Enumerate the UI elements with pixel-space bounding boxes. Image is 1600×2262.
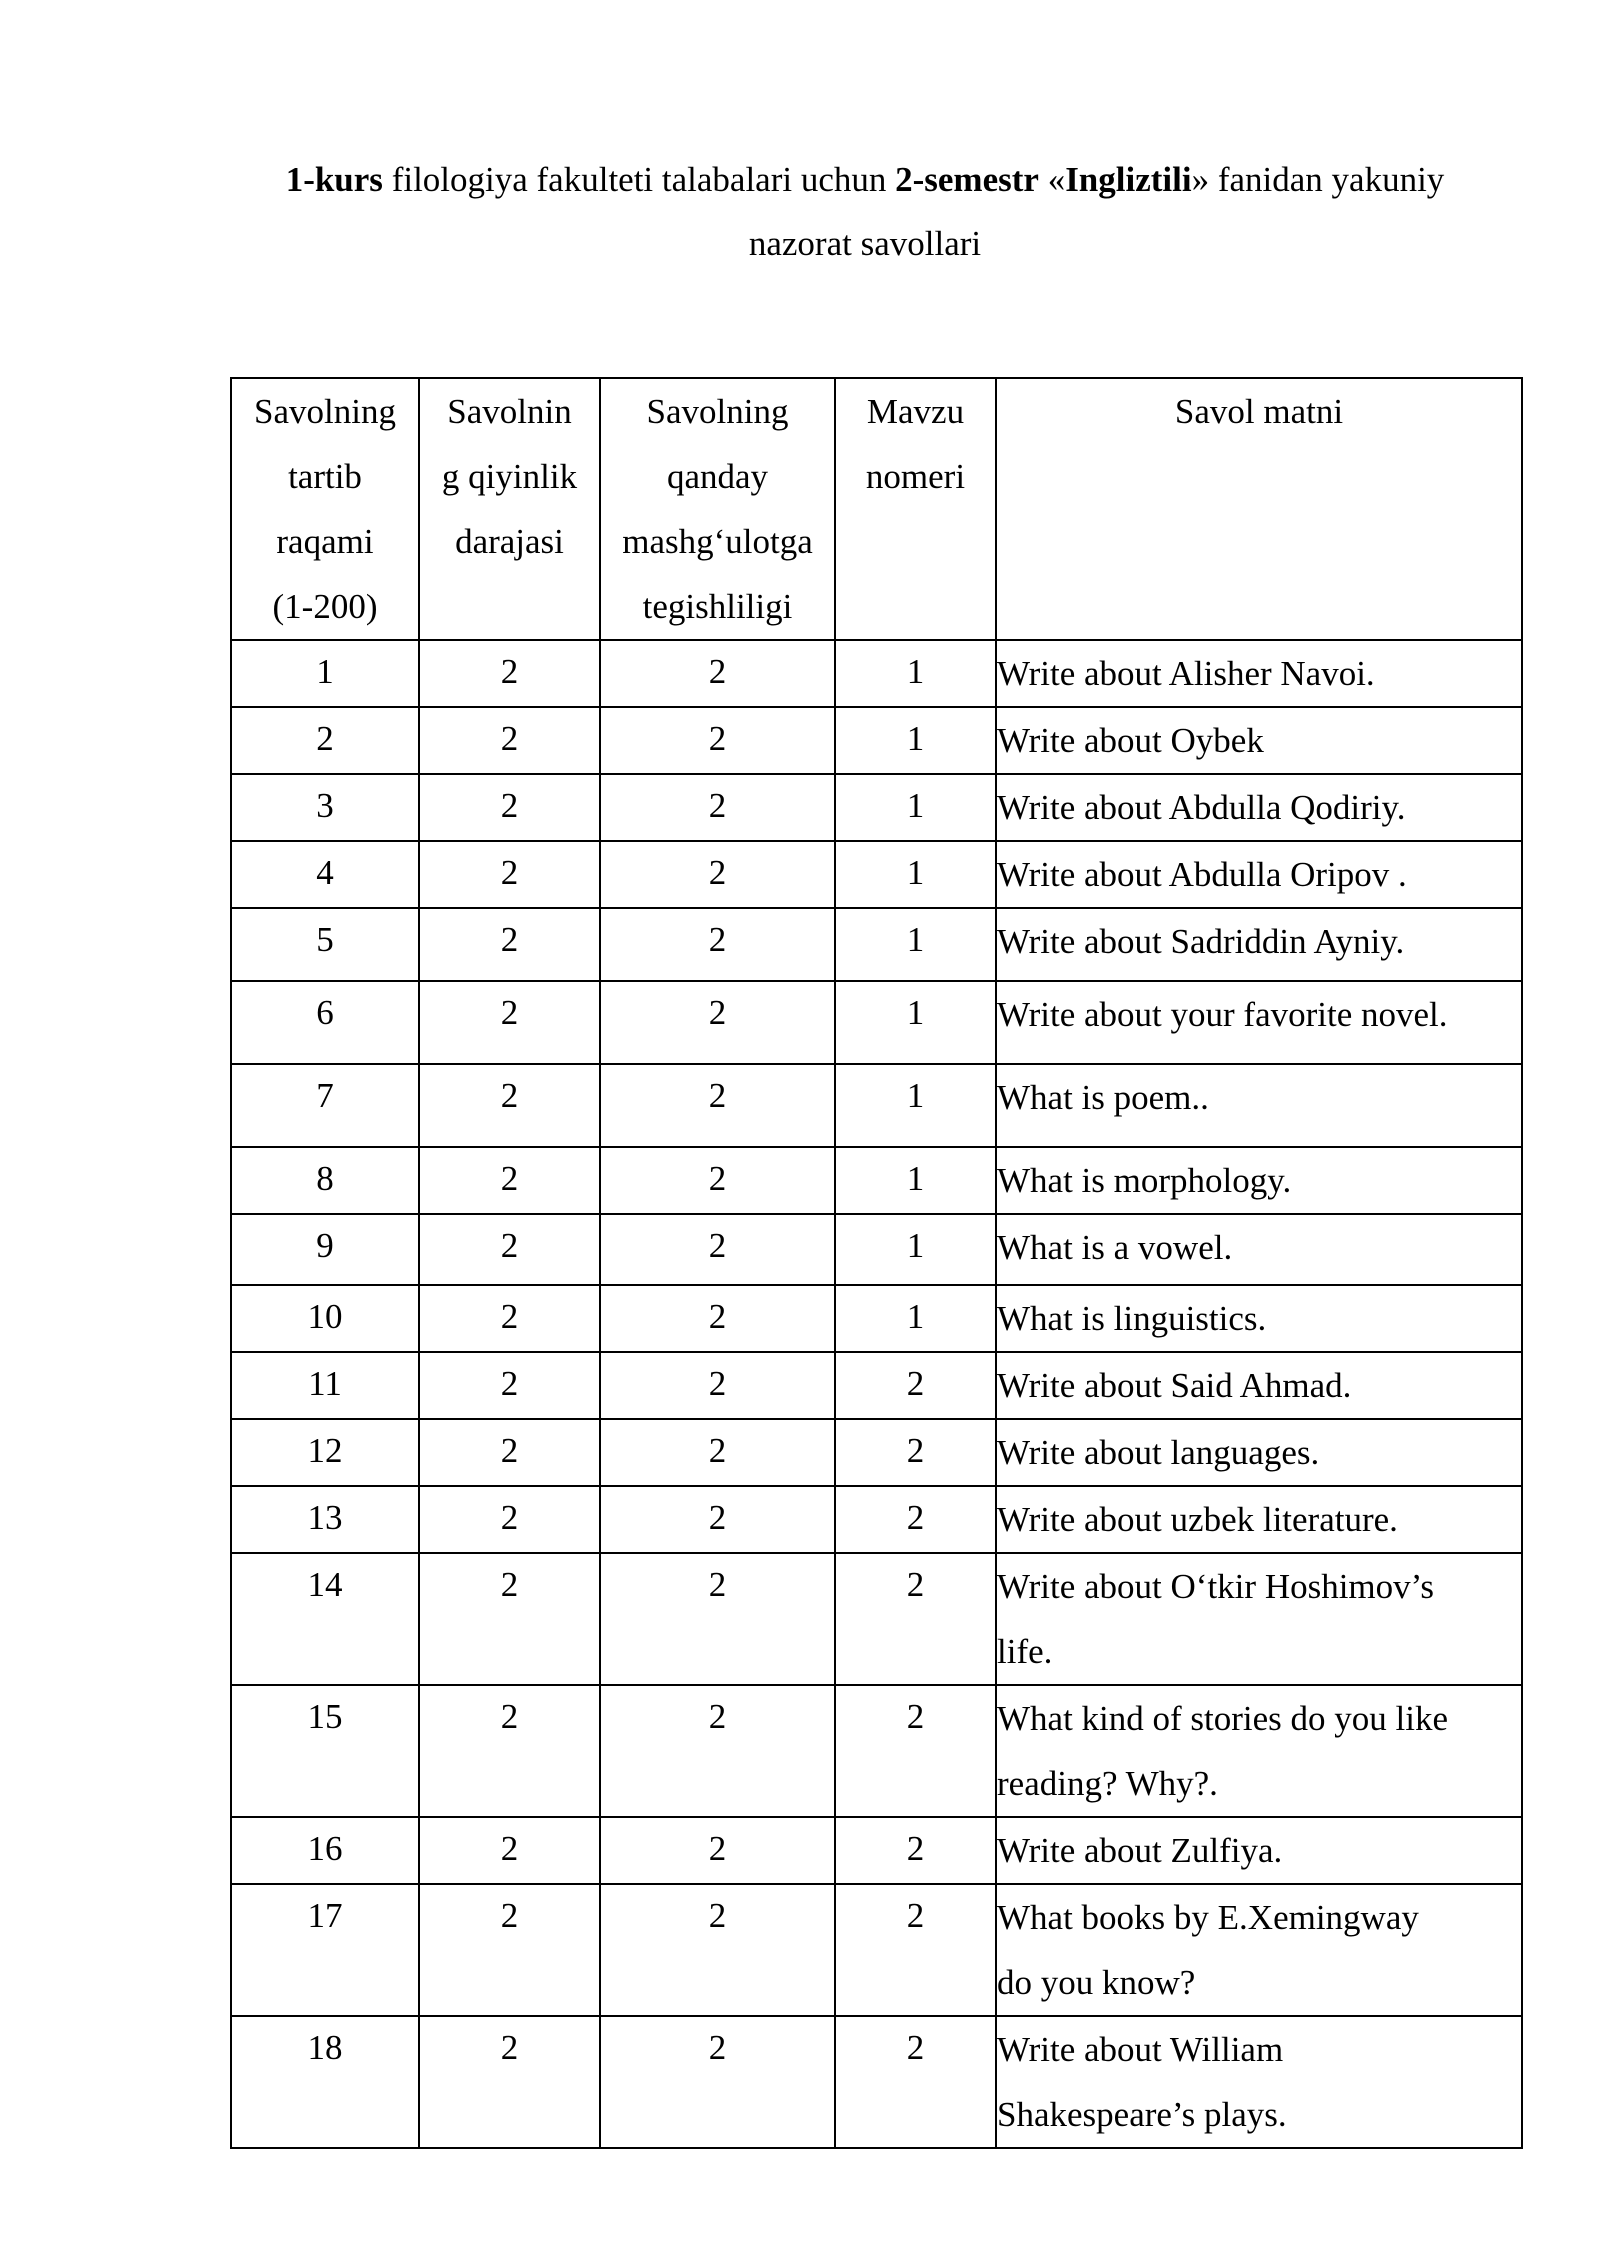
header-question-number xyxy=(231,378,419,640)
cell-question-text xyxy=(996,1419,1522,1486)
cell-session-type: 2 xyxy=(600,1285,835,1352)
title-course: 1-kurs xyxy=(285,160,383,199)
cell-question-number: 9 xyxy=(231,1214,419,1285)
title-semester: 2-semestr xyxy=(895,160,1039,199)
cell-question-text xyxy=(996,2016,1522,2148)
table-row xyxy=(231,1419,1522,1486)
cell-topic-number: 1 xyxy=(835,1214,996,1285)
cell-question-text xyxy=(996,1685,1522,1817)
cell-difficulty: 2 xyxy=(419,1147,600,1214)
cell-difficulty: 2 xyxy=(419,1685,600,1817)
cell-topic-number: 2 xyxy=(835,2016,996,2148)
cell-session-type: 2 xyxy=(600,1064,835,1147)
cell-question-number: 1 xyxy=(231,640,419,707)
question-text-line: What books by E.Xemingway xyxy=(997,1898,1419,1937)
table-row xyxy=(231,1064,1522,1147)
title-rest: » fanidan yakuniy xyxy=(1191,160,1445,199)
question-text-line: Write about your favorite novel. xyxy=(997,995,1448,1034)
cell-question-number: 15 xyxy=(231,1685,419,1817)
cell-question-text xyxy=(996,774,1522,841)
table-row xyxy=(231,1553,1522,1685)
title-line-2: nazorat savollari xyxy=(748,224,982,263)
cell-question-number: 4 xyxy=(231,841,419,908)
cell-session-type: 2 xyxy=(600,1817,835,1884)
cell-question-text xyxy=(996,640,1522,707)
table-row xyxy=(231,707,1522,774)
header-text: Savolnin xyxy=(447,392,572,431)
cell-question-number: 16 xyxy=(231,1817,419,1884)
cell-difficulty: 2 xyxy=(419,640,600,707)
header-text: raqami xyxy=(276,522,374,561)
cell-question-number: 10 xyxy=(231,1285,419,1352)
cell-topic-number: 1 xyxy=(835,841,996,908)
cell-session-type: 2 xyxy=(600,841,835,908)
header-topic-number xyxy=(835,378,996,640)
table-row xyxy=(231,1147,1522,1214)
cell-difficulty: 2 xyxy=(419,774,600,841)
cell-topic-number: 1 xyxy=(835,774,996,841)
cell-difficulty: 2 xyxy=(419,1486,600,1553)
cell-session-type: 2 xyxy=(600,2016,835,2148)
cell-topic-number: 2 xyxy=(835,1553,996,1685)
cell-session-type: 2 xyxy=(600,1147,835,1214)
question-text-line: What is morphology. xyxy=(997,1161,1292,1200)
table-row xyxy=(231,1214,1522,1285)
question-text-line: Write about Oybek xyxy=(997,721,1264,760)
cell-session-type: 2 xyxy=(600,640,835,707)
cell-question-number: 12 xyxy=(231,1419,419,1486)
cell-question-text xyxy=(996,1214,1522,1285)
cell-difficulty: 2 xyxy=(419,707,600,774)
question-text-line: do you know? xyxy=(997,1963,1196,2002)
cell-topic-number: 2 xyxy=(835,1884,996,2016)
header-text: darajasi xyxy=(455,522,564,561)
cell-question-text xyxy=(996,1553,1522,1685)
cell-session-type: 2 xyxy=(600,1685,835,1817)
cell-difficulty: 2 xyxy=(419,1285,600,1352)
title-subject: Ingliztili xyxy=(1065,160,1192,199)
cell-difficulty: 2 xyxy=(419,1352,600,1419)
cell-topic-number: 1 xyxy=(835,1285,996,1352)
cell-session-type: 2 xyxy=(600,1884,835,2016)
table-row xyxy=(231,1685,1522,1817)
cell-difficulty: 2 xyxy=(419,841,600,908)
cell-question-number: 7 xyxy=(231,1064,419,1147)
table-row xyxy=(231,1486,1522,1553)
question-text-line: reading? Why?. xyxy=(997,1764,1218,1803)
header-difficulty xyxy=(419,378,600,640)
header-text: qanday xyxy=(666,457,769,496)
cell-topic-number: 1 xyxy=(835,981,996,1064)
cell-question-number: 17 xyxy=(231,1884,419,2016)
cell-difficulty: 2 xyxy=(419,908,600,981)
title-faculty: filologiya fakulteti talabalari uchun xyxy=(382,160,896,199)
cell-difficulty: 2 xyxy=(419,1214,600,1285)
table-row xyxy=(231,1884,1522,2016)
cell-question-number: 11 xyxy=(231,1352,419,1419)
cell-question-text xyxy=(996,707,1522,774)
table-row xyxy=(231,1352,1522,1419)
question-text-line: Write about Zulfiya. xyxy=(997,1831,1283,1870)
cell-question-number: 13 xyxy=(231,1486,419,1553)
cell-question-number: 18 xyxy=(231,2016,419,2148)
cell-question-text xyxy=(996,1817,1522,1884)
cell-question-text xyxy=(996,981,1522,1064)
cell-topic-number: 1 xyxy=(835,1147,996,1214)
table-row xyxy=(231,981,1522,1064)
cell-question-text xyxy=(996,1486,1522,1553)
cell-question-number: 14 xyxy=(231,1553,419,1685)
table-row xyxy=(231,1285,1522,1352)
question-text-line: Write about Said Ahmad. xyxy=(997,1366,1352,1405)
cell-session-type: 2 xyxy=(600,1214,835,1285)
cell-session-type: 2 xyxy=(600,1419,835,1486)
cell-question-number: 6 xyxy=(231,981,419,1064)
cell-topic-number: 2 xyxy=(835,1817,996,1884)
table-row xyxy=(231,2016,1522,2148)
cell-difficulty: 2 xyxy=(419,1884,600,2016)
cell-session-type: 2 xyxy=(600,1486,835,1553)
header-question-text xyxy=(996,378,1522,640)
header-text: tartib xyxy=(288,457,362,496)
header-text: Savolning xyxy=(646,392,789,431)
cell-difficulty: 2 xyxy=(419,1419,600,1486)
cell-topic-number: 2 xyxy=(835,1419,996,1486)
table-body xyxy=(231,640,1522,2148)
cell-session-type: 2 xyxy=(600,908,835,981)
cell-topic-number: 1 xyxy=(835,1064,996,1147)
cell-topic-number: 1 xyxy=(835,908,996,981)
cell-session-type: 2 xyxy=(600,1553,835,1685)
table-row xyxy=(231,841,1522,908)
cell-question-number: 5 xyxy=(231,908,419,981)
question-text-line: Write about Alisher Navoi. xyxy=(997,654,1375,693)
cell-topic-number: 2 xyxy=(835,1352,996,1419)
table-row xyxy=(231,774,1522,841)
question-text-line: What is a vowel. xyxy=(997,1228,1233,1267)
question-text-line: What kind of stories do you like xyxy=(997,1699,1449,1738)
header-text: g qiyinlik xyxy=(441,457,578,496)
cell-difficulty: 2 xyxy=(419,1064,600,1147)
header-row xyxy=(231,378,1522,640)
question-text-line: Shakespeare’s plays. xyxy=(997,2095,1287,2134)
header-text: (1-200) xyxy=(272,587,378,626)
questions-table xyxy=(230,377,1523,2149)
header-text: Mavzu xyxy=(866,392,965,431)
cell-session-type: 2 xyxy=(600,707,835,774)
cell-question-text xyxy=(996,1064,1522,1147)
question-text-line: What is linguistics. xyxy=(997,1299,1267,1338)
title-quote-open: « xyxy=(1038,160,1066,199)
cell-session-type: 2 xyxy=(600,981,835,1064)
cell-topic-number: 1 xyxy=(835,707,996,774)
document-title xyxy=(150,148,1580,276)
cell-question-text xyxy=(996,1285,1522,1352)
table-row xyxy=(231,1817,1522,1884)
header-text: Savol matni xyxy=(1174,392,1344,431)
question-text-line: Write about Sadriddin Ayniy. xyxy=(997,922,1405,961)
cell-topic-number: 2 xyxy=(835,1486,996,1553)
table-row xyxy=(231,640,1522,707)
question-text-line: Write about languages. xyxy=(997,1433,1320,1472)
header-text: mashg‘ulotga xyxy=(622,522,813,561)
question-text-line: Write about Abdulla Oripov . xyxy=(997,855,1407,894)
cell-question-text xyxy=(996,1352,1522,1419)
cell-session-type: 2 xyxy=(600,1352,835,1419)
question-text-line: life. xyxy=(997,1632,1053,1671)
question-text-line: What is poem.. xyxy=(997,1078,1209,1117)
question-text-line: Write about Abdulla Qodiriy. xyxy=(997,788,1406,827)
header-text: Savolning xyxy=(254,392,396,431)
title-line-1 xyxy=(150,148,1580,212)
cell-difficulty: 2 xyxy=(419,981,600,1064)
question-text-line: Write about uzbek literature. xyxy=(997,1500,1398,1539)
cell-topic-number: 1 xyxy=(835,640,996,707)
cell-difficulty: 2 xyxy=(419,1817,600,1884)
cell-topic-number: 2 xyxy=(835,1685,996,1817)
header-text: nomeri xyxy=(865,457,966,496)
question-text-line: Write about O‘tkir Hoshimov’s xyxy=(997,1567,1435,1606)
cell-question-text xyxy=(996,1884,1522,2016)
cell-session-type: 2 xyxy=(600,774,835,841)
cell-question-text xyxy=(996,908,1522,981)
table-row xyxy=(231,908,1522,981)
question-text-line: Write about William xyxy=(997,2030,1284,2069)
cell-question-text xyxy=(996,841,1522,908)
cell-difficulty: 2 xyxy=(419,2016,600,2148)
cell-question-number: 8 xyxy=(231,1147,419,1214)
header-text: tegishliligi xyxy=(642,587,793,626)
cell-question-number: 2 xyxy=(231,707,419,774)
cell-question-text xyxy=(996,1147,1522,1214)
header-session-type xyxy=(600,378,835,640)
cell-question-number: 3 xyxy=(231,774,419,841)
cell-difficulty: 2 xyxy=(419,1553,600,1685)
